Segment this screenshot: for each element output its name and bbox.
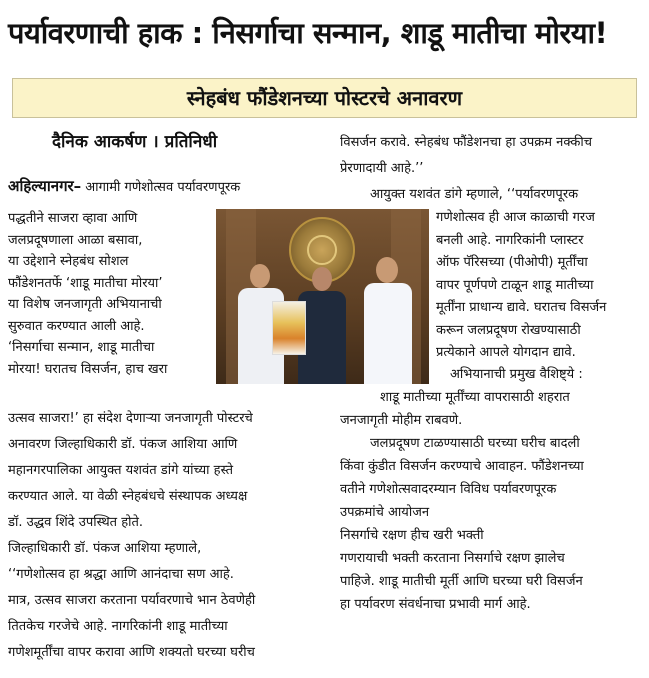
right-column-top-text (340, 130, 642, 208)
event-photo (216, 209, 429, 384)
right-narrow-line: मूर्तींना प्राधान्य द्यावे. घरातच विसर्जन (436, 300, 607, 315)
right-bottom-line: जनजागृती मोहीम राबवणे. (340, 413, 463, 428)
right-narrow-line: प्रत्येकाने आपले योगदान द्यावे. (436, 345, 576, 360)
left-column-wide-text (8, 406, 330, 666)
right-narrow-line: बनली आहे. नागरिकांनी प्लास्टर (436, 232, 584, 248)
left-narrow-line: या विशेष जनजागृती अभियानाची (8, 297, 162, 312)
right-top-line: आयुक्त यशवंत डांगे म्हणाले, ‘‘पर्यावरणपूरक (370, 187, 579, 202)
left-first-line (8, 171, 330, 203)
right-bottom-line: वतीने गणेशोत्सवादरम्यान विविध पर्यावरणपूरक (340, 482, 557, 497)
left-narrow-line: सुरुवात करण्यात आली आहे. (8, 318, 145, 334)
left-wide-line: जिल्हाधिकारी डॉ. पंकज आशिया म्हणाले, (8, 541, 202, 556)
right-bottom-line: किंवा कुंडीत विसर्जन करण्याचे आवाहन. फौंडेशनच्या (340, 459, 584, 474)
right-top-line: विसर्जन करावे. स्नेहबंध फौंडेशनचा हा उपक्रम नक्कीच (340, 135, 593, 150)
left-wide-line: करण्यात आले. या वेळी स्नेहबंधचे संस्थापक अध्यक्ष (8, 489, 248, 504)
held-poster (272, 301, 306, 355)
left-column-narrow-text (8, 208, 210, 380)
right-narrow-line: वापर पूर्णपणे टाळून शाडू मातीच्या (436, 277, 594, 293)
right-column-narrow-text (436, 207, 642, 365)
right-narrow-line: गणेशोत्सव ही आज काळाची गरज (436, 210, 595, 225)
left-wide-line: तितकेच गरजेचे आहे. नागरिकांनी शाडू मातीच्या (8, 619, 228, 634)
right-narrow-line: करून जलप्रदूषण रोखण्यासाठी (436, 322, 581, 338)
right-bottom-line: जलप्रदूषण टाळण्यासाठी घरच्या घरीच बादली (370, 436, 580, 451)
features-heading: अभियानाची प्रमुख वैशिष्ट्ये : (450, 367, 583, 382)
left-wide-line: ‘‘गणेशोत्सव हा श्रद्धा आणि आनंदाचा सण आहे. (8, 567, 234, 582)
left-narrow-line: पद्धतीने साजरा व्हावा आणि (8, 211, 138, 226)
right-bottom-line: निसर्गाचे रक्षण हीच खरी भक्ती (340, 528, 484, 543)
left-narrow-line: जलप्रदूषणाला आळा बसावा, (8, 232, 143, 248)
left-wide-line: अनावरण जिल्हाधिकारी डॉ. पंकज आशिया आणि (8, 437, 238, 452)
right-bottom-line: गणरायाची भक्ती करताना निसर्गाचे रक्षण झालेच (340, 551, 565, 566)
subheadline-banner: स्नेहबंध फौंडेशनच्या पोस्टरचे अनावरण (12, 78, 637, 118)
left-wide-line: मात्र, उत्सव साजरा करताना पर्यावरणाचे भान ठेवणेही (8, 593, 256, 608)
left-narrow-line: या उद्देशाने स्नेहबंध सोशल (8, 254, 129, 269)
first-line-text: आगामी गणेशोत्सव पर्यावरणपूरक (85, 180, 241, 195)
features-heading-wrap (340, 364, 642, 386)
left-wide-line: डॉ. उद्धव शिंदे उपस्थित होते. (8, 515, 144, 530)
right-bottom-line: उपक्रमांचे आयोजन (340, 505, 430, 520)
right-narrow-line: ऑफ पॅरिसच्या (पीओपी) मूर्तींचा (436, 255, 588, 270)
right-bottom-line: शाडू मातीच्या मूर्तींच्या वापरासाठी शहरात (380, 390, 570, 405)
left-wide-line: उत्सव साजरा!’ हा संदेश देणाऱ्या जनजागृती पोस्टरचे (8, 411, 253, 426)
left-narrow-line: फौंडेशनतर्फे ‘शाडू मातीचा मोरया’ (8, 275, 163, 291)
right-top-line: प्रेरणादायी आहे.’’ (340, 161, 424, 176)
byline: दैनिक आकर्षण । प्रतिनिधी (52, 132, 218, 152)
right-column-bottom-text (340, 386, 642, 616)
dateline: अहिल्यानगर– (8, 177, 82, 195)
left-wide-line: महानगरपालिका आयुक्त यशवंत डांगे यांच्या हस्ते (8, 463, 234, 478)
left-narrow-line: ‘निसर्गाचा सन्मान, शाडू मातीचा (8, 340, 155, 355)
headline: पर्यावरणाची हाक : निसर्गाचा सन्मान, शाडू मातीचा मोरया! (8, 16, 608, 50)
right-bottom-line: हा पर्यावरण संवर्धनाचा प्रभावी मार्ग आहे. (340, 597, 531, 612)
right-bottom-line: पाहिजे. शाडू मातीची मूर्ती आणि घरच्या घरी विसर्जन (340, 574, 583, 589)
left-narrow-line: मोरया! घरातच विसर्जन, हाच खरा (8, 361, 168, 377)
left-wide-line: गणेशमूर्तींचा वापर करावा आणि शक्यतो घरच्या घरीच (8, 645, 255, 660)
